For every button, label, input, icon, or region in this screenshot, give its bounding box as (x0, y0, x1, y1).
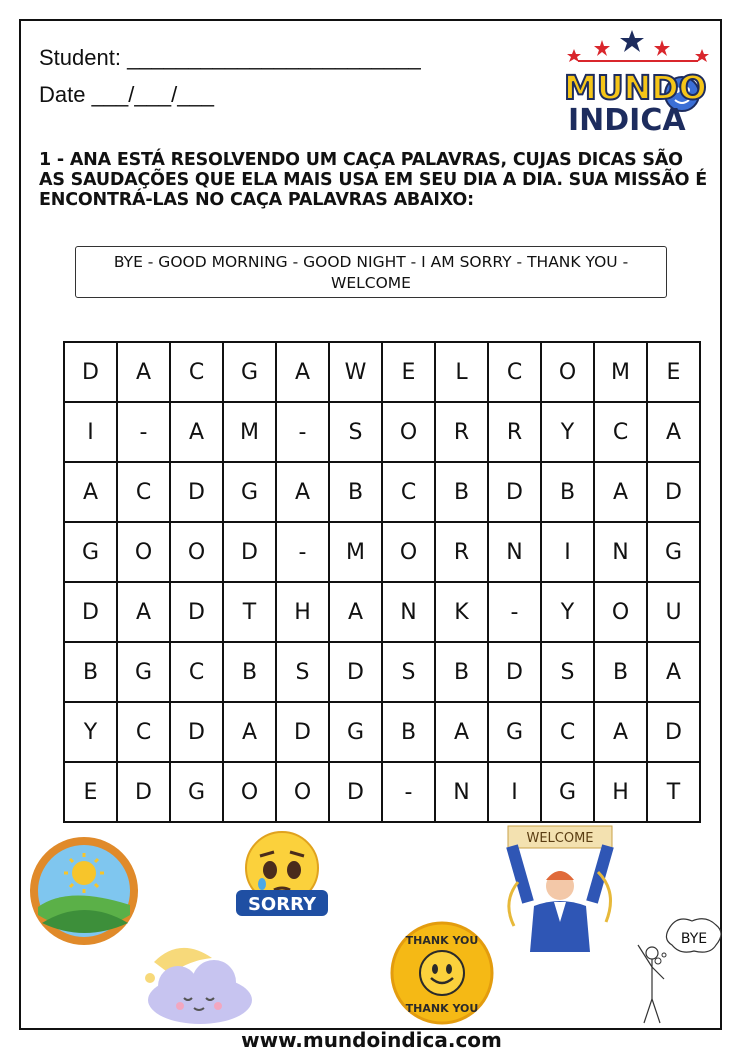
grid-cell: G (223, 342, 276, 402)
grid-cell: C (117, 702, 170, 762)
grid-cell: Y (64, 702, 117, 762)
grid-cell: O (170, 522, 223, 582)
grid-row (64, 342, 700, 402)
grid-cell: O (594, 582, 647, 642)
grid-cell: M (594, 342, 647, 402)
welcome-banner-label: WELCOME (526, 831, 594, 846)
exercise-instruction: 1 - ANA ESTÁ RESOLVENDO UM CAÇA PALAVRAS, CUJAS DICAS SÃO AS SAUDAÇÕES QUE ELA MAIS USA EM SEU DIA A DIA. SUA MISSÃO É ENCONTRÁ-LAS NO CAÇA PALAVRAS ABAIXO: (39, 150, 707, 210)
logo-text-top: MUNDO (564, 68, 707, 107)
grid-cell: D (170, 582, 223, 642)
grid-cell: B (435, 462, 488, 522)
grid-cell: A (435, 702, 488, 762)
grid-cell: B (329, 462, 382, 522)
grid-cell: C (382, 462, 435, 522)
grid-cell: A (594, 702, 647, 762)
thank-you-bottom-label: THANK YOU (405, 1002, 479, 1015)
mundo-indica-logo (560, 24, 715, 136)
grid-cell: - (276, 402, 329, 462)
sleeping-cloud-icon (140, 940, 256, 1028)
grid-cell: M (329, 522, 382, 582)
grid-cell: R (488, 402, 541, 462)
stick-figure-bye-icon (626, 915, 726, 1027)
grid-cell: A (223, 702, 276, 762)
grid-cell: U (647, 582, 700, 642)
grid-cell: D (276, 702, 329, 762)
grid-cell: - (117, 402, 170, 462)
grid-cell: R (435, 402, 488, 462)
grid-cell: S (541, 642, 594, 702)
grid-cell: G (647, 522, 700, 582)
grid-cell: D (170, 702, 223, 762)
grid-cell: B (382, 702, 435, 762)
grid-cell: N (435, 762, 488, 822)
grid-cell: A (117, 342, 170, 402)
grid-row (64, 462, 700, 522)
sorry-label: SORRY (247, 894, 317, 915)
grid-cell: D (117, 762, 170, 822)
grid-cell: B (541, 462, 594, 522)
sorry-emoji-icon (232, 830, 332, 922)
grid-cell: M (223, 402, 276, 462)
grid-cell: Y (541, 402, 594, 462)
bye-bubble-label: BYE (680, 931, 708, 947)
grid-cell: - (488, 582, 541, 642)
grid-cell: W (329, 342, 382, 402)
grid-cell: B (435, 642, 488, 702)
grid-cell: C (117, 462, 170, 522)
grid-cell: O (382, 402, 435, 462)
grid-cell: A (594, 462, 647, 522)
thank-you-top-label: THANK YOU (405, 934, 479, 947)
grid-cell: N (488, 522, 541, 582)
grid-cell: H (594, 762, 647, 822)
grid-cell: B (594, 642, 647, 702)
grid-cell: D (488, 462, 541, 522)
grid-row (64, 642, 700, 702)
sunny-landscape-icon (28, 835, 140, 947)
word-bank-box: BYE - GOOD MORNING - GOOD NIGHT - I AM SORRY - THANK YOU - WELCOME (75, 246, 667, 298)
grid-cell: A (276, 462, 329, 522)
grid-cell: G (223, 462, 276, 522)
grid-cell: C (488, 342, 541, 402)
grid-cell: D (64, 342, 117, 402)
grid-cell: C (170, 342, 223, 402)
grid-cell: G (329, 702, 382, 762)
grid-cell: - (382, 762, 435, 822)
grid-cell: G (170, 762, 223, 822)
grid-cell: C (541, 702, 594, 762)
star-icon (567, 40, 709, 62)
grid-cell: R (435, 522, 488, 582)
grid-cell: I (541, 522, 594, 582)
grid-cell: S (329, 402, 382, 462)
grid-cell: S (382, 642, 435, 702)
logo-text-bottom: INDICA (568, 103, 686, 136)
grid-cell: D (223, 522, 276, 582)
grid-cell: G (64, 522, 117, 582)
grid-cell: B (64, 642, 117, 702)
grid-cell: A (276, 342, 329, 402)
grid-cell: H (276, 582, 329, 642)
grid-cell: - (276, 522, 329, 582)
grid-cell: I (488, 762, 541, 822)
grid-cell: A (329, 582, 382, 642)
grid-cell: T (647, 762, 700, 822)
grid-cell: A (170, 402, 223, 462)
star-icon (620, 30, 644, 52)
grid-row (64, 582, 700, 642)
grid-cell: E (382, 342, 435, 402)
grid-cell: G (541, 762, 594, 822)
grid-cell: O (541, 342, 594, 402)
grid-cell: D (488, 642, 541, 702)
grid-cell: D (329, 762, 382, 822)
grid-cell: A (647, 642, 700, 702)
grid-cell: L (435, 342, 488, 402)
grid-cell: Y (541, 582, 594, 642)
grid-cell: A (64, 462, 117, 522)
grid-cell: I (64, 402, 117, 462)
grid-cell: A (647, 402, 700, 462)
grid-cell: D (329, 642, 382, 702)
grid-cell: O (223, 762, 276, 822)
grid-cell: D (647, 702, 700, 762)
grid-cell: K (435, 582, 488, 642)
grid-cell: D (170, 462, 223, 522)
grid-row (64, 522, 700, 582)
grid-cell: B (223, 642, 276, 702)
thank-you-badge-icon (389, 920, 495, 1026)
grid-cell: C (594, 402, 647, 462)
grid-cell: E (647, 342, 700, 402)
grid-cell: N (382, 582, 435, 642)
grid-cell: O (276, 762, 329, 822)
grid-cell: O (382, 522, 435, 582)
grid-cell: A (117, 582, 170, 642)
grid-cell: C (170, 642, 223, 702)
student-name-line: Student: ________________________ (39, 45, 421, 70)
grid-cell: S (276, 642, 329, 702)
grid-cell: O (117, 522, 170, 582)
grid-cell: E (64, 762, 117, 822)
grid-cell: D (647, 462, 700, 522)
grid-row (64, 762, 700, 822)
grid-cell: D (64, 582, 117, 642)
website-footer: www.mundoindica.com (241, 1028, 502, 1052)
word-search-grid (63, 341, 701, 823)
grid-row (64, 402, 700, 462)
date-line: Date ___/___/___ (39, 82, 214, 107)
grid-row (64, 702, 700, 762)
grid-cell: G (117, 642, 170, 702)
grid-cell: N (594, 522, 647, 582)
grid-cell: T (223, 582, 276, 642)
welcome-person-icon (498, 822, 628, 952)
grid-cell: G (488, 702, 541, 762)
